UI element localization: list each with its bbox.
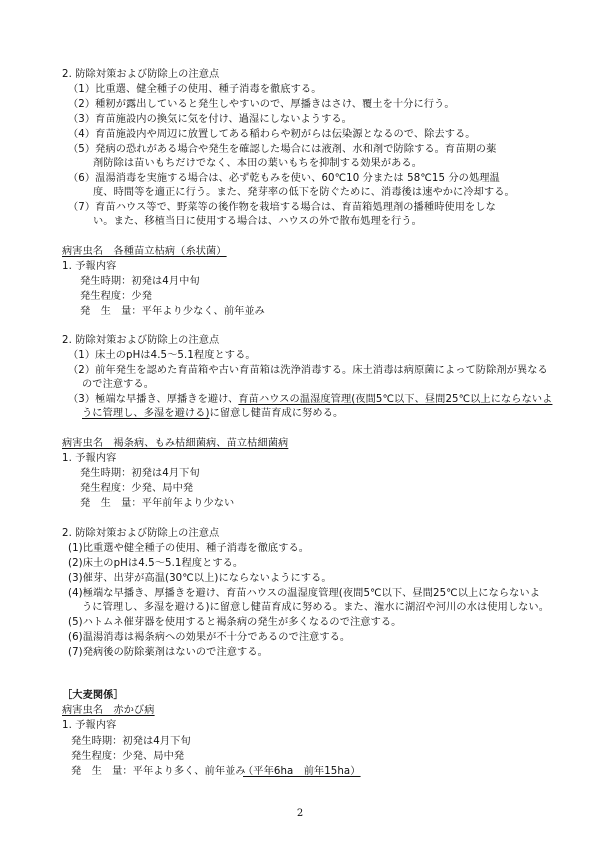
list-item: （2）前年発生を認めた育苗箱や古い育苗箱は洗浄消毒する。床土消毒は病原菌によって防除剤が異なる (68, 365, 548, 376)
list-item: (4)極端な早播き、厚播きを避け、育苗ハウスの温湿度管理(夜間5℃以下、昼間25℃以上にならないよ (68, 588, 541, 599)
list-item: (6)温湯消毒は褐条病への効果が不十分であるので注意する。 (68, 632, 351, 643)
list-item-continuation: 剤防除は苗いもちだけでなく、本田の葉いもちを抑制する効果がある。 (93, 158, 422, 169)
list-item-continuation (82, 407, 343, 421)
list-item: (5)ハトムネ催芽器を使用すると褐条病の発生が多くなるので注意する。 (68, 617, 402, 628)
forecast-amount: 発 生 量：平年より多く、前年並み (71, 766, 246, 777)
list-item-continuation: い。また、移植当日に使用する場合は、ハウスの外で散布処理を行う。 (93, 216, 422, 227)
list-item-text: （3）極端な早播き、厚播きを避け、 (68, 394, 239, 405)
list-item-continuation: ので注意する。 (82, 379, 155, 390)
list-item: (7)発病後の防除薬剤はないので注意する。 (68, 647, 268, 658)
pest-title: 病害虫名 赤かび病 (62, 705, 155, 716)
forecast-degree: 発生程度：少発、局中発 (71, 751, 185, 762)
section-heading: 2. 防除対策および防除上の注意点 (62, 528, 220, 539)
forecast-timing: 発生時期：初発は4月下旬 (71, 736, 191, 747)
list-item: (3)催芽、出芽が高温(30℃以上)にならないようにする。 (68, 573, 332, 584)
underlined-text: 育苗ハウスの温湿度管理(夜間5℃以下、昼間25℃以上にならないよ (238, 394, 553, 405)
list-item: （7）育苗ハウス等で、野菜等の後作物を栽培する場合は、育苗箱処理剤の播種時使用をしな (68, 202, 496, 213)
list-item: （5）発病の恐れがある場合や発生を確認した場合には液剤、水和剤で防除する。育苗期の薬 (68, 144, 497, 155)
area-note: （平年6ha 前年15ha） (243, 766, 361, 777)
forecast-heading: 1. 予報内容 (62, 453, 117, 464)
list-item: (1)比重選や健全種子の使用、種子消毒を徹底する。 (68, 543, 310, 554)
list-item: （4）育苗施設内や周辺に放置してある稲わらや籾がらは伝染源となるので、除去する。 (68, 129, 476, 140)
list-item: （1）比重選、健全種子の使用、種子消毒を徹底する。 (68, 84, 322, 95)
pest-title: 病害虫名 各種苗立枯病（糸状菌） (62, 246, 227, 257)
forecast-timing: 発生時期：初発は4月中旬 (80, 276, 200, 287)
list-item: （1）床土のpHは4.5～5.1程度とする。 (68, 350, 256, 361)
category-heading: ［大麦関係］ (62, 690, 124, 701)
forecast-degree: 発生程度：少発 (80, 291, 153, 302)
forecast-amount: 発 生 量：平年より少なく、前年並み (80, 306, 265, 317)
forecast-heading: 1. 予報内容 (62, 261, 117, 272)
underlined-text: うに管理し、多湿を避ける) (82, 408, 210, 419)
list-item: (2)床土のpHは4.5～5.1程度とする。 (68, 558, 244, 569)
pest-title: 病害虫名 褐条病、もみ枯細菌病、苗立枯細菌病 (62, 438, 289, 449)
forecast-heading: 1. 予報内容 (62, 720, 117, 731)
forecast-timing: 発生時期：初発は4月下旬 (80, 468, 200, 479)
section-heading: 2. 防除対策および防除上の注意点 (62, 335, 220, 346)
section-heading: 2. 防除対策および防除上の注意点 (62, 69, 220, 80)
list-item: （2）種籾が露出していると発生しやすいので、厚播きはさけ、覆土を十分に行う。 (68, 99, 455, 110)
list-item-continuation: 度、時間等を適正に行う。また、発芽率の低下を防ぐために、消毒後は速やかに冷却する。 (93, 187, 515, 198)
list-item-text: に留意し健苗育成に努める。 (209, 408, 344, 419)
list-item: （3）育苗施設内の換気に気を付け、過湿にしないようする。 (68, 114, 352, 125)
list-item: （6）温湯消毒を実施する場合は、必ず乾もみを使い、60℃10 分または 58℃15 分の処理温 (68, 173, 500, 184)
forecast-degree: 発生程度：少発、局中発 (80, 483, 194, 494)
list-item-continuation: うに管理し、多湿を避ける)に留意し健苗育成に努める。また、潅水に湖沼や河川の水は使用しない。 (82, 602, 550, 613)
list-item (68, 393, 552, 407)
page-number: 2 (296, 808, 304, 819)
forecast-amount: 発 生 量：平年前年より少ない (80, 498, 235, 509)
